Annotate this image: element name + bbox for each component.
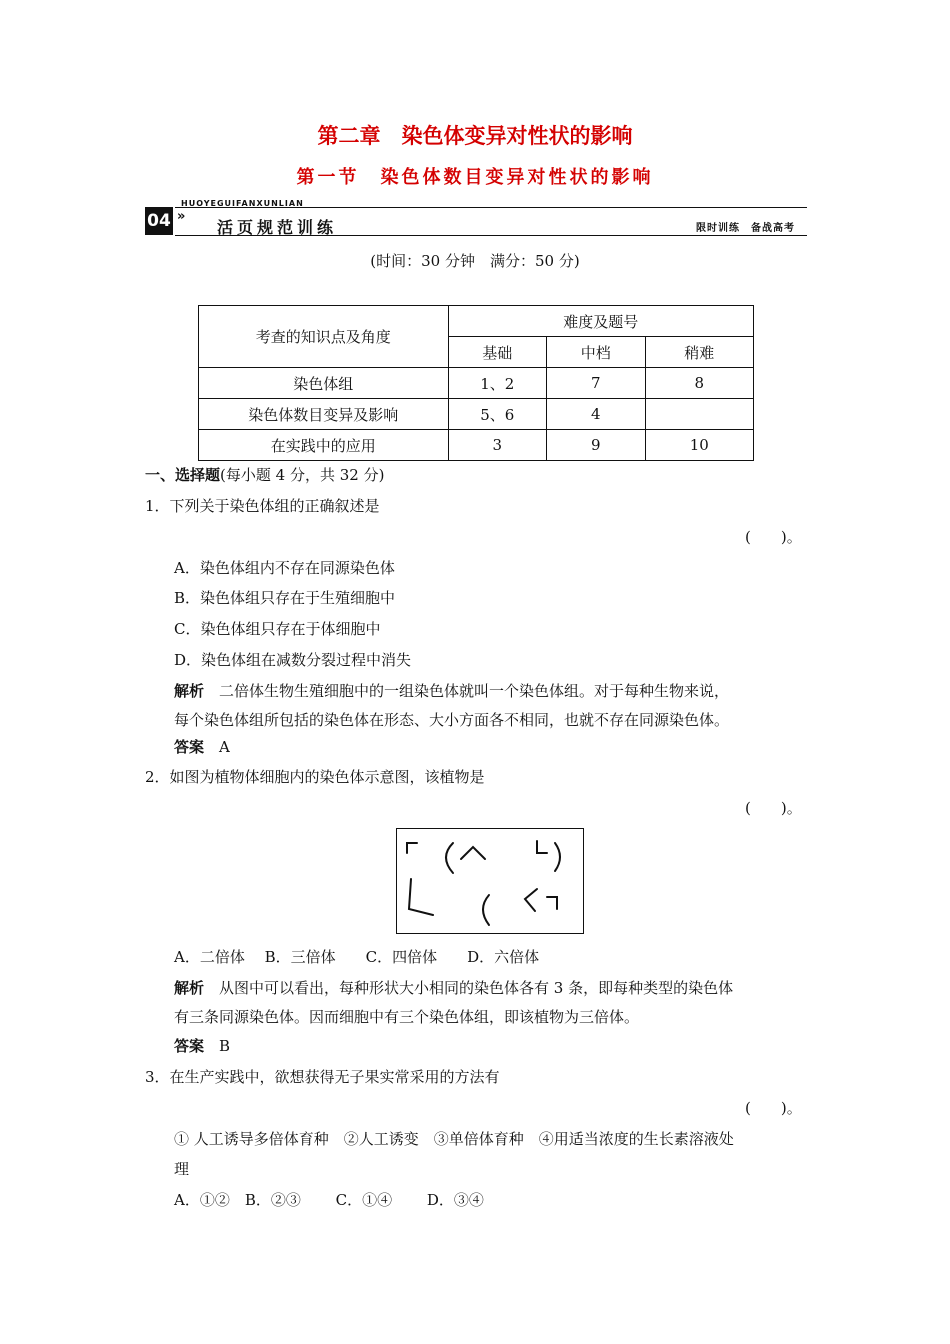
table-cell-medium: 7 — [547, 368, 645, 399]
section-title: 第一节 染色体数目变异对性状的影响 — [296, 167, 654, 188]
table-header-topic: 考查的知识点及角度 — [199, 306, 449, 368]
q1-analysis-label: 解析 — [174, 682, 205, 700]
banner-title: 活页规范训练 — [217, 218, 338, 237]
q1-analysis-line2: 每个染色体组所包括的染色体在形态、大小方面各不相同，也就不存在同源染色体。 — [174, 711, 730, 729]
q2-answer-blank: ( )。 — [745, 799, 802, 817]
q2-analysis-label: 解析 — [174, 979, 205, 997]
q2-analysis-text: 从图中可以看出，每种形状大小相同的染色体各有 3 条，即每种类型的染色体 — [219, 979, 734, 997]
q1-analysis — [174, 680, 729, 701]
chromosome-arc-2 — [555, 843, 560, 871]
table-row — [199, 399, 754, 430]
q3-options: A．①② B．②③ C．①④ D．③④ — [174, 1191, 484, 1209]
table-level-medium: 中档 — [547, 337, 645, 368]
q1-answer-blank: ( )。 — [745, 528, 802, 546]
banner-pinyin: HUOYEGUIFANXUNLIAN — [181, 199, 304, 208]
practice-banner — [145, 197, 807, 241]
q1-option-c: C．染色体组只存在于体细胞中 — [174, 620, 381, 638]
chromosome-hook-1 — [407, 843, 417, 853]
chromosome-arc-1 — [446, 843, 453, 873]
q1-option-b: B．染色体组只存在于生殖细胞中 — [174, 589, 396, 607]
table-row — [199, 430, 754, 461]
section-heading-note: (每小题 4 分，共 32 分) — [220, 466, 385, 484]
table-cell-topic: 染色体数目变异及影响 — [199, 399, 449, 430]
q2-answer-label: 答案 — [174, 1037, 205, 1055]
banner-slogan: 限时训练 备战高考 — [696, 223, 795, 234]
section-heading — [145, 464, 384, 485]
table-cell-topic: 在实践中的应用 — [199, 430, 449, 461]
table-level-basic: 基础 — [448, 337, 547, 368]
table-header-difficulty: 难度及题号 — [448, 306, 753, 337]
q2-options: A．二倍体 B．三倍体 C．四倍体 D．六倍体 — [174, 948, 540, 966]
chromosome-hook-3 — [547, 897, 557, 909]
q1-option-d: D．染色体组在减数分裂过程中消失 — [174, 651, 412, 669]
chromosome-arc-3 — [483, 895, 489, 925]
table-row — [199, 368, 754, 399]
chapter-title: 第二章 染色体变异对性状的影响 — [317, 123, 633, 148]
chevron-right-icon: » — [177, 209, 186, 224]
table-cell-basic: 5、6 — [448, 399, 547, 430]
q1-analysis-text: 二倍体生物生殖细胞中的一组染色体就叫一个染色体组。对于每种生物来说， — [219, 682, 730, 700]
table-cell-topic: 染色体组 — [199, 368, 449, 399]
chromosome-diagram — [396, 828, 584, 934]
q2-analysis-line2: 有三条同源染色体。因而细胞中有三个染色体组，即该植物为三倍体。 — [174, 1008, 640, 1026]
q2-analysis — [174, 977, 733, 998]
chromosome-angle-3 — [525, 889, 537, 911]
table-cell-basic: 1、2 — [448, 368, 547, 399]
q1-answer-label: 答案 — [174, 738, 205, 756]
q1-option-a: A．染色体组内不存在同源染色体 — [174, 559, 395, 577]
chromosome-hook-2 — [537, 841, 547, 853]
table-level-hard: 稍难 — [645, 337, 753, 368]
banner-bottom-rule — [175, 235, 807, 236]
time-note: (时间：30 分钟 满分：50 分) — [370, 252, 580, 270]
q3-items: ① 人工诱导多倍体育种 ②人工诱变 ③单倍体育种 ④用适当浓度的生长素溶液处 — [174, 1130, 734, 1148]
chromosome-angle-1 — [461, 847, 485, 859]
q2-answer-value: B — [219, 1037, 231, 1055]
table-cell-basic: 3 — [448, 430, 547, 461]
q3-answer-blank: ( )。 — [745, 1099, 802, 1117]
q2-stem: 2．如图为植物体细胞内的染色体示意图，该植物是 — [145, 768, 485, 786]
table-cell-hard: 10 — [645, 430, 753, 461]
table-cell-hard: 8 — [645, 368, 753, 399]
banner-number-badge: 04 — [145, 207, 173, 235]
chromosome-diagram-svg — [397, 829, 583, 933]
table-cell-medium: 9 — [547, 430, 645, 461]
q3-stem: 3．在生产实践中，欲想获得无子果实常采用的方法有 — [145, 1068, 500, 1086]
q1-answer — [174, 736, 230, 757]
q2-answer — [174, 1035, 230, 1056]
q3-items-line2: 理 — [174, 1160, 190, 1178]
chromosome-angle-2 — [409, 879, 433, 915]
banner-top-rule — [175, 207, 807, 208]
knowledge-table — [198, 305, 754, 461]
q1-answer-value: A — [219, 738, 230, 756]
section-heading-label: 一、选择题 — [145, 466, 221, 484]
table-cell-hard — [645, 399, 753, 430]
q1-stem: 1．下列关于染色体组的正确叙述是 — [145, 497, 380, 515]
table-cell-medium: 4 — [547, 399, 645, 430]
